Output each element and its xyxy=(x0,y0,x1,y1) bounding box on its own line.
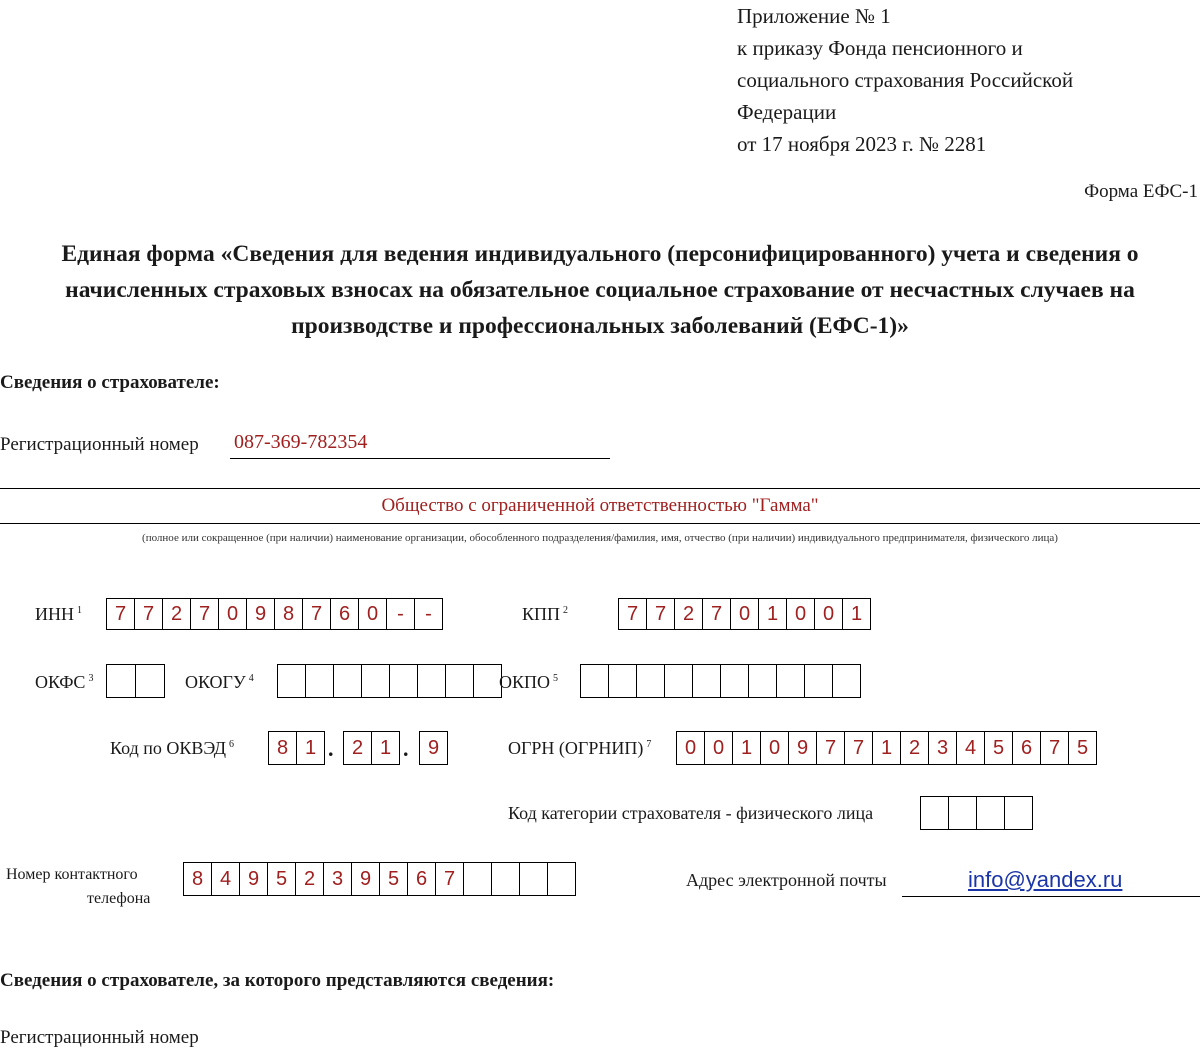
inn-digit-cell[interactable]: 0 xyxy=(218,598,247,630)
okpo-digit-cell[interactable] xyxy=(720,664,749,698)
reg-number-value[interactable]: 087-369-782354 xyxy=(234,431,368,453)
okfs-label: ОКФС $^3$ xyxy=(35,672,94,692)
phone-label-line1: Номер контактного xyxy=(6,866,138,883)
phone-label-line2: телефона xyxy=(87,890,151,907)
inn-cells[interactable] xyxy=(106,598,443,630)
okogu-digit-cell[interactable] xyxy=(277,664,306,698)
appendix-line: Приложение № 1 xyxy=(737,4,891,28)
okogu-digit-cell[interactable] xyxy=(417,664,446,698)
ogrn-digit-cell[interactable]: 1 xyxy=(732,731,761,765)
okfs-digit-cell[interactable] xyxy=(135,664,165,698)
okpo-digit-cell[interactable] xyxy=(664,664,693,698)
okogu-digit-cell[interactable] xyxy=(361,664,390,698)
inn-digit-cell[interactable]: 7 xyxy=(106,598,135,630)
okpo-digit-cell[interactable] xyxy=(608,664,637,698)
kpp-digit-cell[interactable]: 7 xyxy=(646,598,675,630)
ogrn-digit-cell[interactable]: 1 xyxy=(872,731,901,765)
inn-digit-cell[interactable]: 8 xyxy=(274,598,303,630)
phone-digit-cell[interactable]: 3 xyxy=(323,862,352,896)
org-name-hint: (полное или сокращенное (при наличии) наименование организации, обособленного подразделения/фамилия, имя, отчество (при наличии) индивидуального предпринимателя, физического лица) xyxy=(142,532,1058,544)
phone-digit-cell[interactable]: 8 xyxy=(183,862,212,896)
ogrn-digit-cell[interactable]: 5 xyxy=(1068,731,1097,765)
section-heading-reported-insurer: Сведения о страхователе, за которого представляются сведения: xyxy=(0,970,555,991)
kpp-digit-cell[interactable]: 0 xyxy=(814,598,843,630)
phone-digit-cell[interactable]: 7 xyxy=(435,862,464,896)
ogrn-digit-cell[interactable]: 0 xyxy=(704,731,733,765)
form-code: Форма ЕФС-1 xyxy=(1084,181,1198,202)
okogu-digit-cell[interactable] xyxy=(305,664,334,698)
inn-digit-cell[interactable]: 9 xyxy=(246,598,275,630)
okved-group-1[interactable] xyxy=(268,731,325,765)
inn-digit-cell[interactable]: 7 xyxy=(302,598,331,630)
okpo-label: ОКПО $^5$ xyxy=(499,672,559,692)
kpp-digit-cell[interactable]: 0 xyxy=(730,598,759,630)
ogrn-digit-cell[interactable]: 7 xyxy=(844,731,873,765)
reg-number-label-2: Регистрационный номер xyxy=(0,1027,199,1048)
category-cells[interactable] xyxy=(920,796,1033,830)
appendix-line: социального страхования Российской xyxy=(737,68,1074,92)
okfs-digit-cell[interactable] xyxy=(106,664,136,698)
kpp-digit-cell[interactable]: 1 xyxy=(758,598,787,630)
kpp-digit-cell[interactable]: 7 xyxy=(702,598,731,630)
okved-group-2[interactable] xyxy=(343,731,400,765)
inn-digit-cell[interactable]: 2 xyxy=(162,598,191,630)
phone-digit-cell[interactable] xyxy=(463,862,492,896)
kpp-digit-cell[interactable]: 0 xyxy=(786,598,815,630)
ogrn-digit-cell[interactable]: 5 xyxy=(984,731,1013,765)
inn-label: ИНН $^1$ xyxy=(35,604,82,624)
okved-digit-cell[interactable]: 2 xyxy=(343,731,372,765)
category-label: Код категории страхователя - физического лица xyxy=(508,803,874,823)
ogrn-cells[interactable] xyxy=(676,731,1097,765)
kpp-label: КПП $^2$ xyxy=(522,604,569,624)
ogrn-digit-cell[interactable]: 2 xyxy=(900,731,929,765)
okfs-cells[interactable] xyxy=(106,664,165,698)
ogrn-digit-cell[interactable]: 0 xyxy=(676,731,705,765)
kpp-cells[interactable] xyxy=(618,598,871,630)
inn-digit-cell[interactable]: 7 xyxy=(190,598,219,630)
ogrn-digit-cell[interactable]: 4 xyxy=(956,731,985,765)
okpo-cells[interactable] xyxy=(580,664,861,698)
kpp-digit-cell[interactable]: 2 xyxy=(674,598,703,630)
appendix-line: Федерации xyxy=(737,100,837,124)
document-title: Единая форма «Сведения для ведения индивидуального (персонифицированного) учета и сведения о начисленных страховых взносах на обязательное социальное страхование от несчастных случаев на производстве и профессиональных заболеваний (ЕФС-1)» xyxy=(61,241,1139,339)
phone-digit-cell[interactable] xyxy=(519,862,548,896)
inn-digit-cell[interactable]: - xyxy=(386,598,415,630)
okogu-digit-cell[interactable] xyxy=(389,664,418,698)
org-name-value[interactable]: Общество с ограниченной ответственностью "Гамма" xyxy=(381,495,819,516)
kpp-digit-cell[interactable]: 7 xyxy=(618,598,647,630)
okpo-digit-cell[interactable] xyxy=(636,664,665,698)
ogrn-digit-cell[interactable]: 7 xyxy=(816,731,845,765)
okved-separator: . xyxy=(403,736,409,761)
okved-separator: . xyxy=(328,736,334,761)
reg-number-label: Регистрационный номер xyxy=(0,434,199,455)
phone-cells[interactable] xyxy=(183,862,576,896)
ogrn-digit-cell[interactable]: 9 xyxy=(788,731,817,765)
okved-digit-cell[interactable]: 1 xyxy=(371,731,400,765)
okogu-digit-cell[interactable] xyxy=(445,664,474,698)
okved-label: Код по ОКВЭД $^6$ xyxy=(110,738,235,758)
phone-digit-cell[interactable]: 5 xyxy=(267,862,296,896)
okved-digit-cell[interactable]: 1 xyxy=(296,731,325,765)
category-digit-cell[interactable] xyxy=(1004,796,1033,830)
kpp-digit-cell[interactable]: 1 xyxy=(842,598,871,630)
reg-number-underline xyxy=(230,458,610,459)
phone-digit-cell[interactable]: 4 xyxy=(211,862,240,896)
okpo-digit-cell[interactable] xyxy=(692,664,721,698)
appendix-line: от 17 ноября 2023 г. № 2281 xyxy=(737,132,987,156)
email-underline xyxy=(902,896,1200,897)
phone-digit-cell[interactable]: 2 xyxy=(295,862,324,896)
phone-digit-cell[interactable] xyxy=(491,862,520,896)
ogrn-digit-cell[interactable]: 6 xyxy=(1012,731,1041,765)
ogrn-digit-cell[interactable]: 3 xyxy=(928,731,957,765)
org-top-line xyxy=(0,488,1200,489)
inn-digit-cell[interactable]: 7 xyxy=(134,598,163,630)
okved-digit-cell[interactable]: 8 xyxy=(268,731,297,765)
appendix-block xyxy=(737,0,1197,160)
okpo-digit-cell[interactable] xyxy=(748,664,777,698)
org-bottom-line xyxy=(0,523,1200,524)
ogrn-digit-cell[interactable]: 0 xyxy=(760,731,789,765)
inn-digit-cell[interactable]: - xyxy=(414,598,443,630)
okogu-label: ОКОГУ $^4$ xyxy=(185,672,254,692)
phone-digit-cell[interactable] xyxy=(547,862,576,896)
inn-digit-cell[interactable]: 6 xyxy=(330,598,359,630)
category-digit-cell[interactable] xyxy=(920,796,949,830)
phone-digit-cell[interactable]: 9 xyxy=(239,862,268,896)
okpo-digit-cell[interactable] xyxy=(832,664,861,698)
okpo-digit-cell[interactable] xyxy=(804,664,833,698)
okogu-cells[interactable] xyxy=(277,664,502,698)
okved-group-3[interactable] xyxy=(419,731,448,765)
phone-digit-cell[interactable]: 5 xyxy=(379,862,408,896)
ogrn-label: ОГРН (ОГРНИП) $^7$ xyxy=(508,738,652,758)
section-heading-insurer: Сведения о страхователе: xyxy=(0,372,220,393)
phone-digit-cell[interactable]: 9 xyxy=(351,862,380,896)
okogu-digit-cell[interactable] xyxy=(333,664,362,698)
category-digit-cell[interactable] xyxy=(948,796,977,830)
ogrn-digit-cell[interactable]: 7 xyxy=(1040,731,1069,765)
email-label: Адрес электронной почты xyxy=(686,870,887,890)
okpo-digit-cell[interactable] xyxy=(776,664,805,698)
phone-digit-cell[interactable]: 6 xyxy=(407,862,436,896)
inn-digit-cell[interactable]: 0 xyxy=(358,598,387,630)
email-value[interactable]: info@yandex.ru xyxy=(968,867,1123,892)
category-digit-cell[interactable] xyxy=(976,796,1005,830)
appendix-line: к приказу Фонда пенсионного и xyxy=(737,36,1023,60)
okogu-digit-cell[interactable] xyxy=(473,664,502,698)
okpo-digit-cell[interactable] xyxy=(580,664,609,698)
okved-digit-cell[interactable]: 9 xyxy=(419,731,448,765)
